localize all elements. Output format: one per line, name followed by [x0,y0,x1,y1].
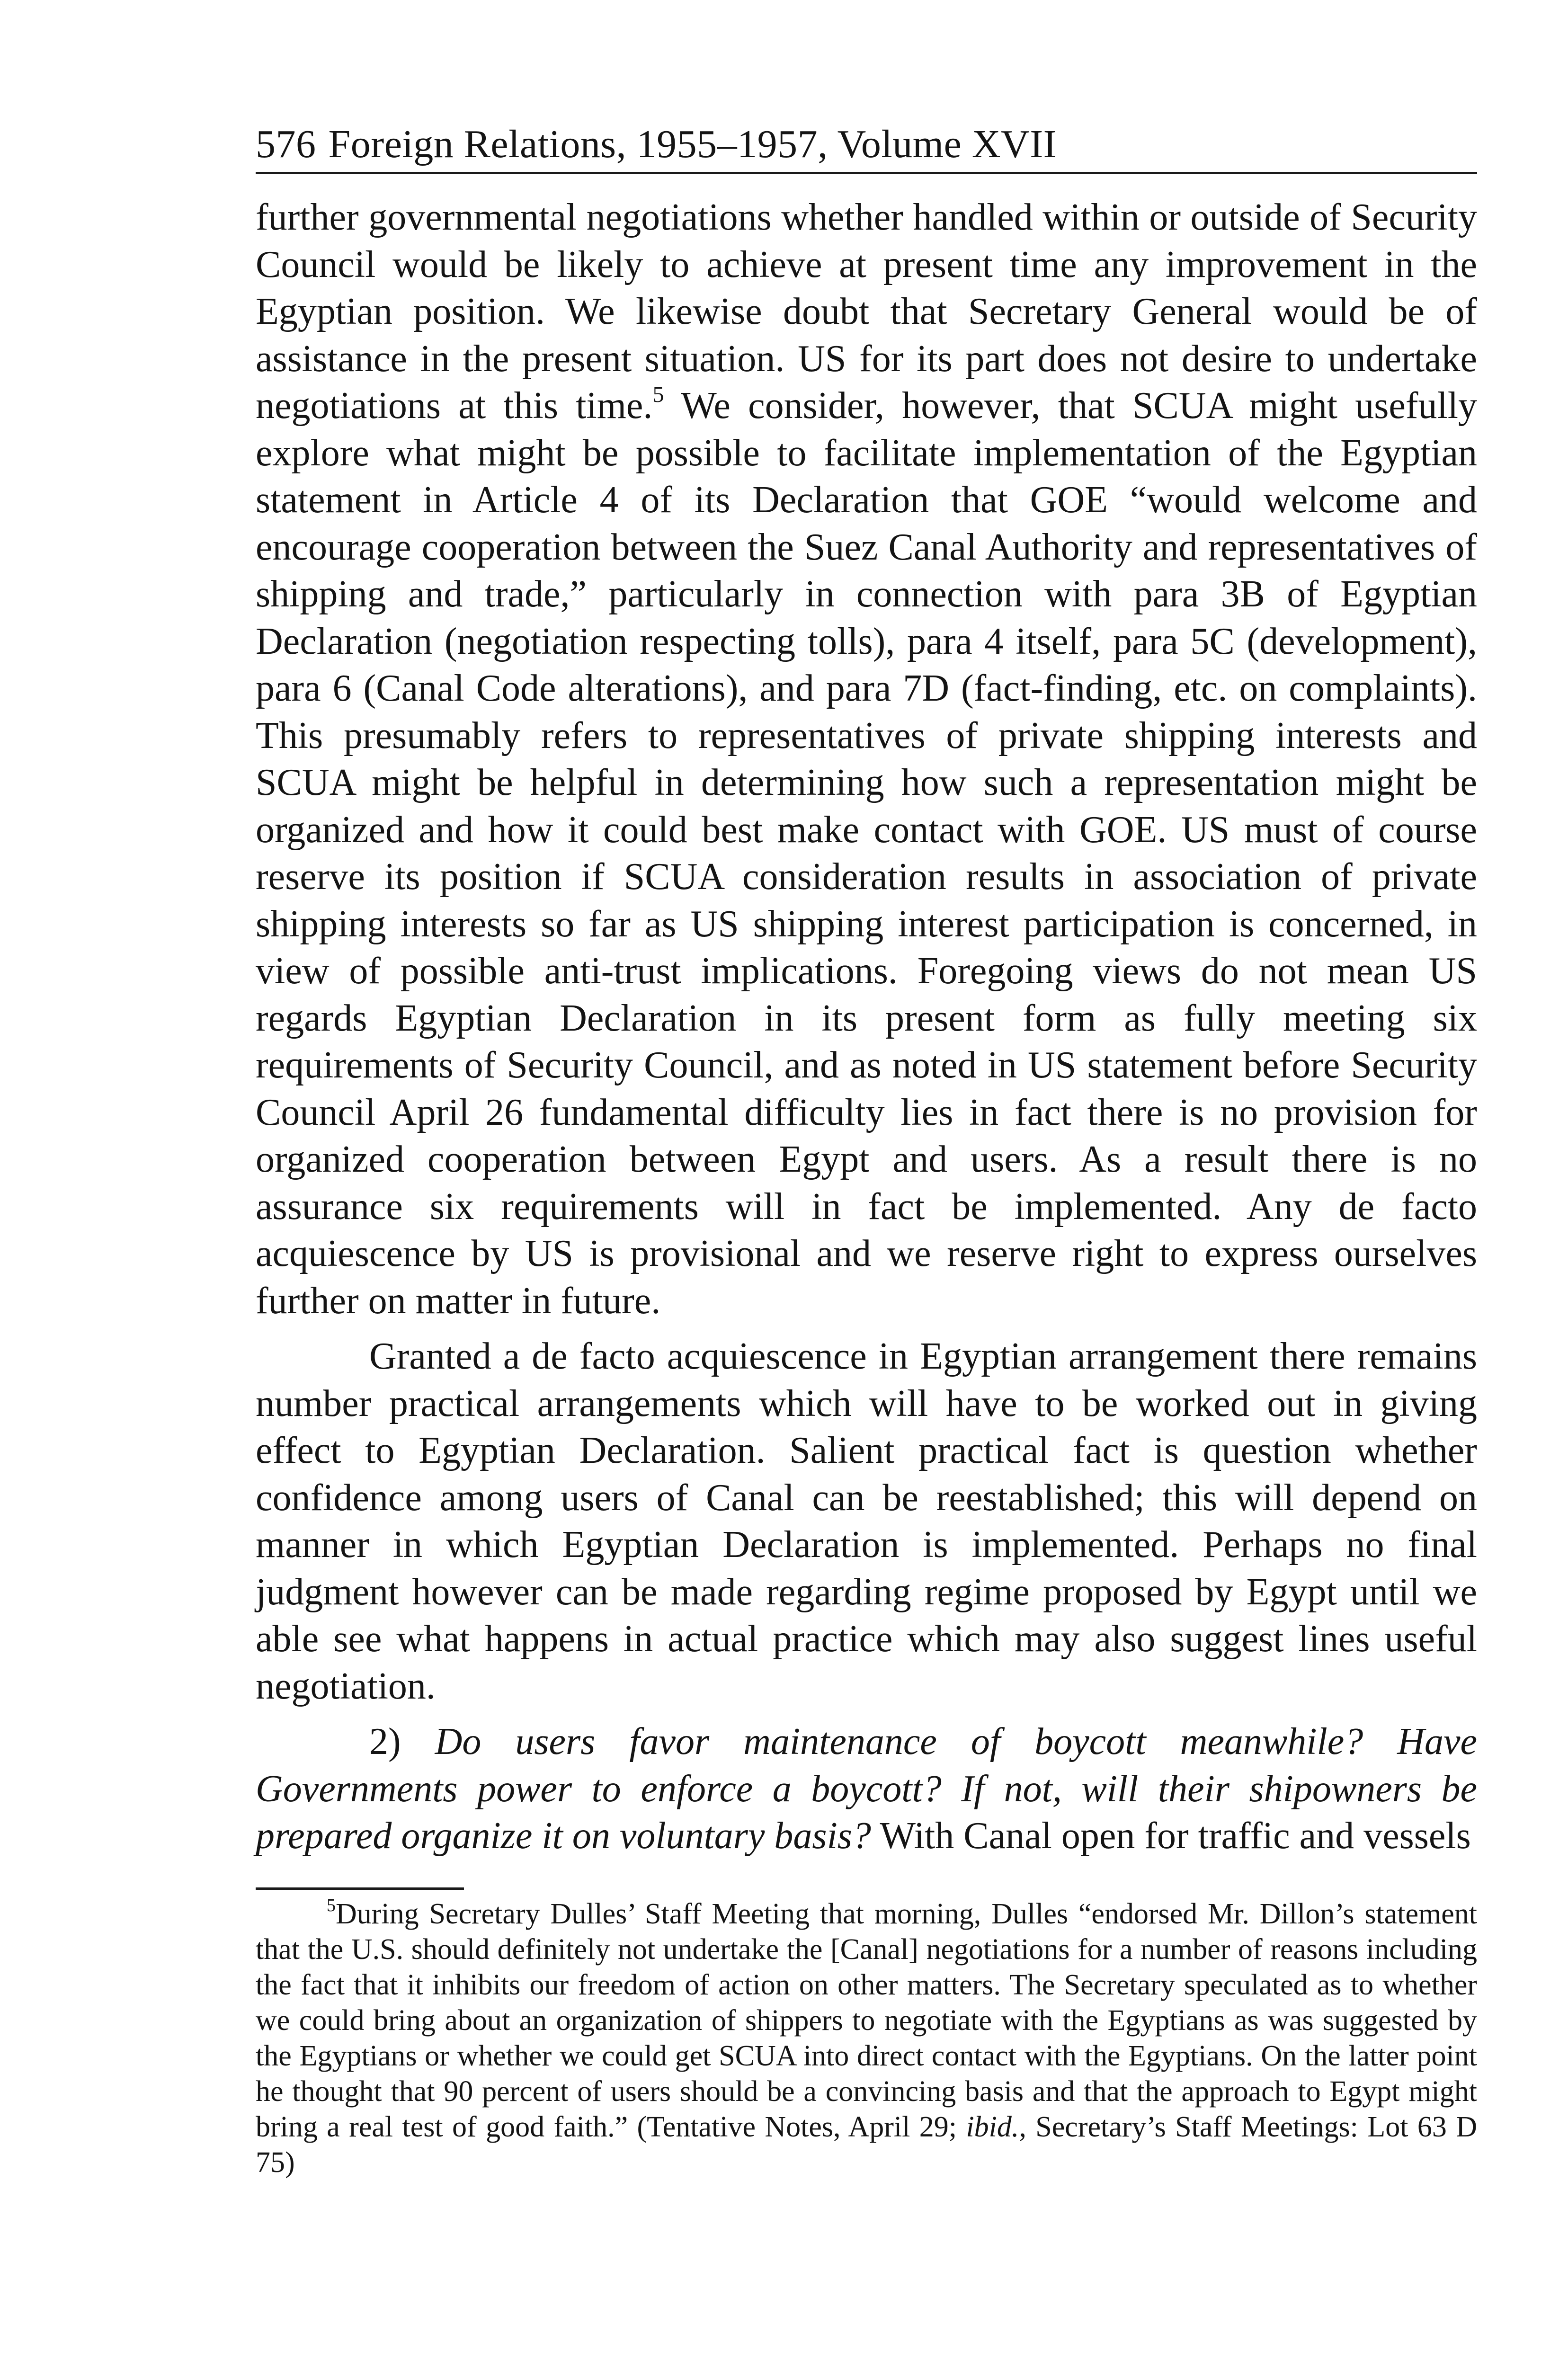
running-head [256,121,1477,174]
volume-title: Foreign Relations, 1955–1957, Volume XVII [328,122,1057,166]
paragraph-text: We consider, however, that SCUA might usefully explore what might be possible to facilitate implementation of the Egyptian statement in Article 4 of its Declaration that GOE “would welcome and encourage cooperation between the Suez Canal Authority and representatives of shipping and trade,” particularly in connection with para 3B of Egyptian Declaration (negotiation respecting tolls), para 4 itself, para 5C (development), para 6 (Canal Code alterations), and para 7D (fact-finding, etc. on complaints). This presumably refers to representatives of private shipping interests and SCUA might be helpful in determining how such a representation might be organized and how it could best make contact with GOE. US must of course reserve its position if SCUA consideration results in association of private shipping interests so far as US shipping interest participation is concerned, in view of possible anti-trust implications. Foregoing views do not mean US regards Egyptian Declaration in its present form as fully meeting six requirements of Security Council, and as noted in US statement before Security Council April 26 fundamental difficulty lies in fact there is no provision for organized cooperation between Egypt and users. As a result there is no assurance six requirements will in fact be implemented. Any de facto acquiescence by US is provisional and we reserve right to express ourselves further on matter in future. [256,385,1478,1322]
paragraph-text: further governmental negotiations whether handled within or outside of Security Council would be likely to achieve at present time any improvement in the Egyptian position. We likewise doubt that Secretary General would be of assistance in the present situation. US for its part does not desire to undertake negotiations at this time. [256,196,1477,427]
footnote-divider [256,1887,464,1890]
footnote-ibid: ibid. [966,2110,1019,2143]
footnote-marker: 5 [327,1895,336,1915]
paragraph-text: Granted a de facto acquiescence in Egyptian arrangement there remains number practical arrangements which will have to be worked out in giving effect to Egyptian Declaration. Salient practical fact is question whether confidence among users of Canal can be reestablished; this will depend on manner in which Egyptian Declaration is implemented. Perhaps no final judgment however can be made regarding regime proposed by Egypt until we able see what happens in actual practice which may also suggest lines useful negotiation. [256,1335,1477,1707]
question-number: 2) [369,1721,401,1762]
footnote-reference: 5 [652,382,664,407]
paragraph-text: With Canal open for traffic and vessels [880,1815,1471,1857]
footnote-text: During Secretary Dulles’ Staff Meeting that morning, Dulles “endorsed Mr. Dillon’s statement that the U.S. should definitely not undertake the [Canal] negotiations for a number of reasons including the fact that it inhibits our freedom of action on other matters. The Secretary speculated as to whether we could bring about an organization of shippers to negotiate with the Egyptians as was suggested by the Egyptians or whether we could get SCUA into direct contact with the Egyptians. On the latter point he thought that 90 percent of users should be a convincing basis and that the approach to Egypt might bring a real test of good faith.” (Tentative Notes, April 29; [256,1897,1477,2143]
paragraph-question-2 [256,1718,1477,1860]
footnote-text: , Secretary’s Staff Meetings: Lot 63 D 75) [256,2110,1478,2179]
body-text [256,194,1477,1860]
paragraph-continued [256,194,1477,1325]
question-text: Do users favor maintenance of boycott meanwhile? Have Governments power to enforce a boycott? If not, will their shipowners be prepared organize it on voluntary basis? [256,1721,1477,1857]
document-page [256,121,1477,2180]
footnote [256,1896,1477,2180]
page-number: 576 [256,122,316,166]
paragraph [256,1333,1477,1710]
